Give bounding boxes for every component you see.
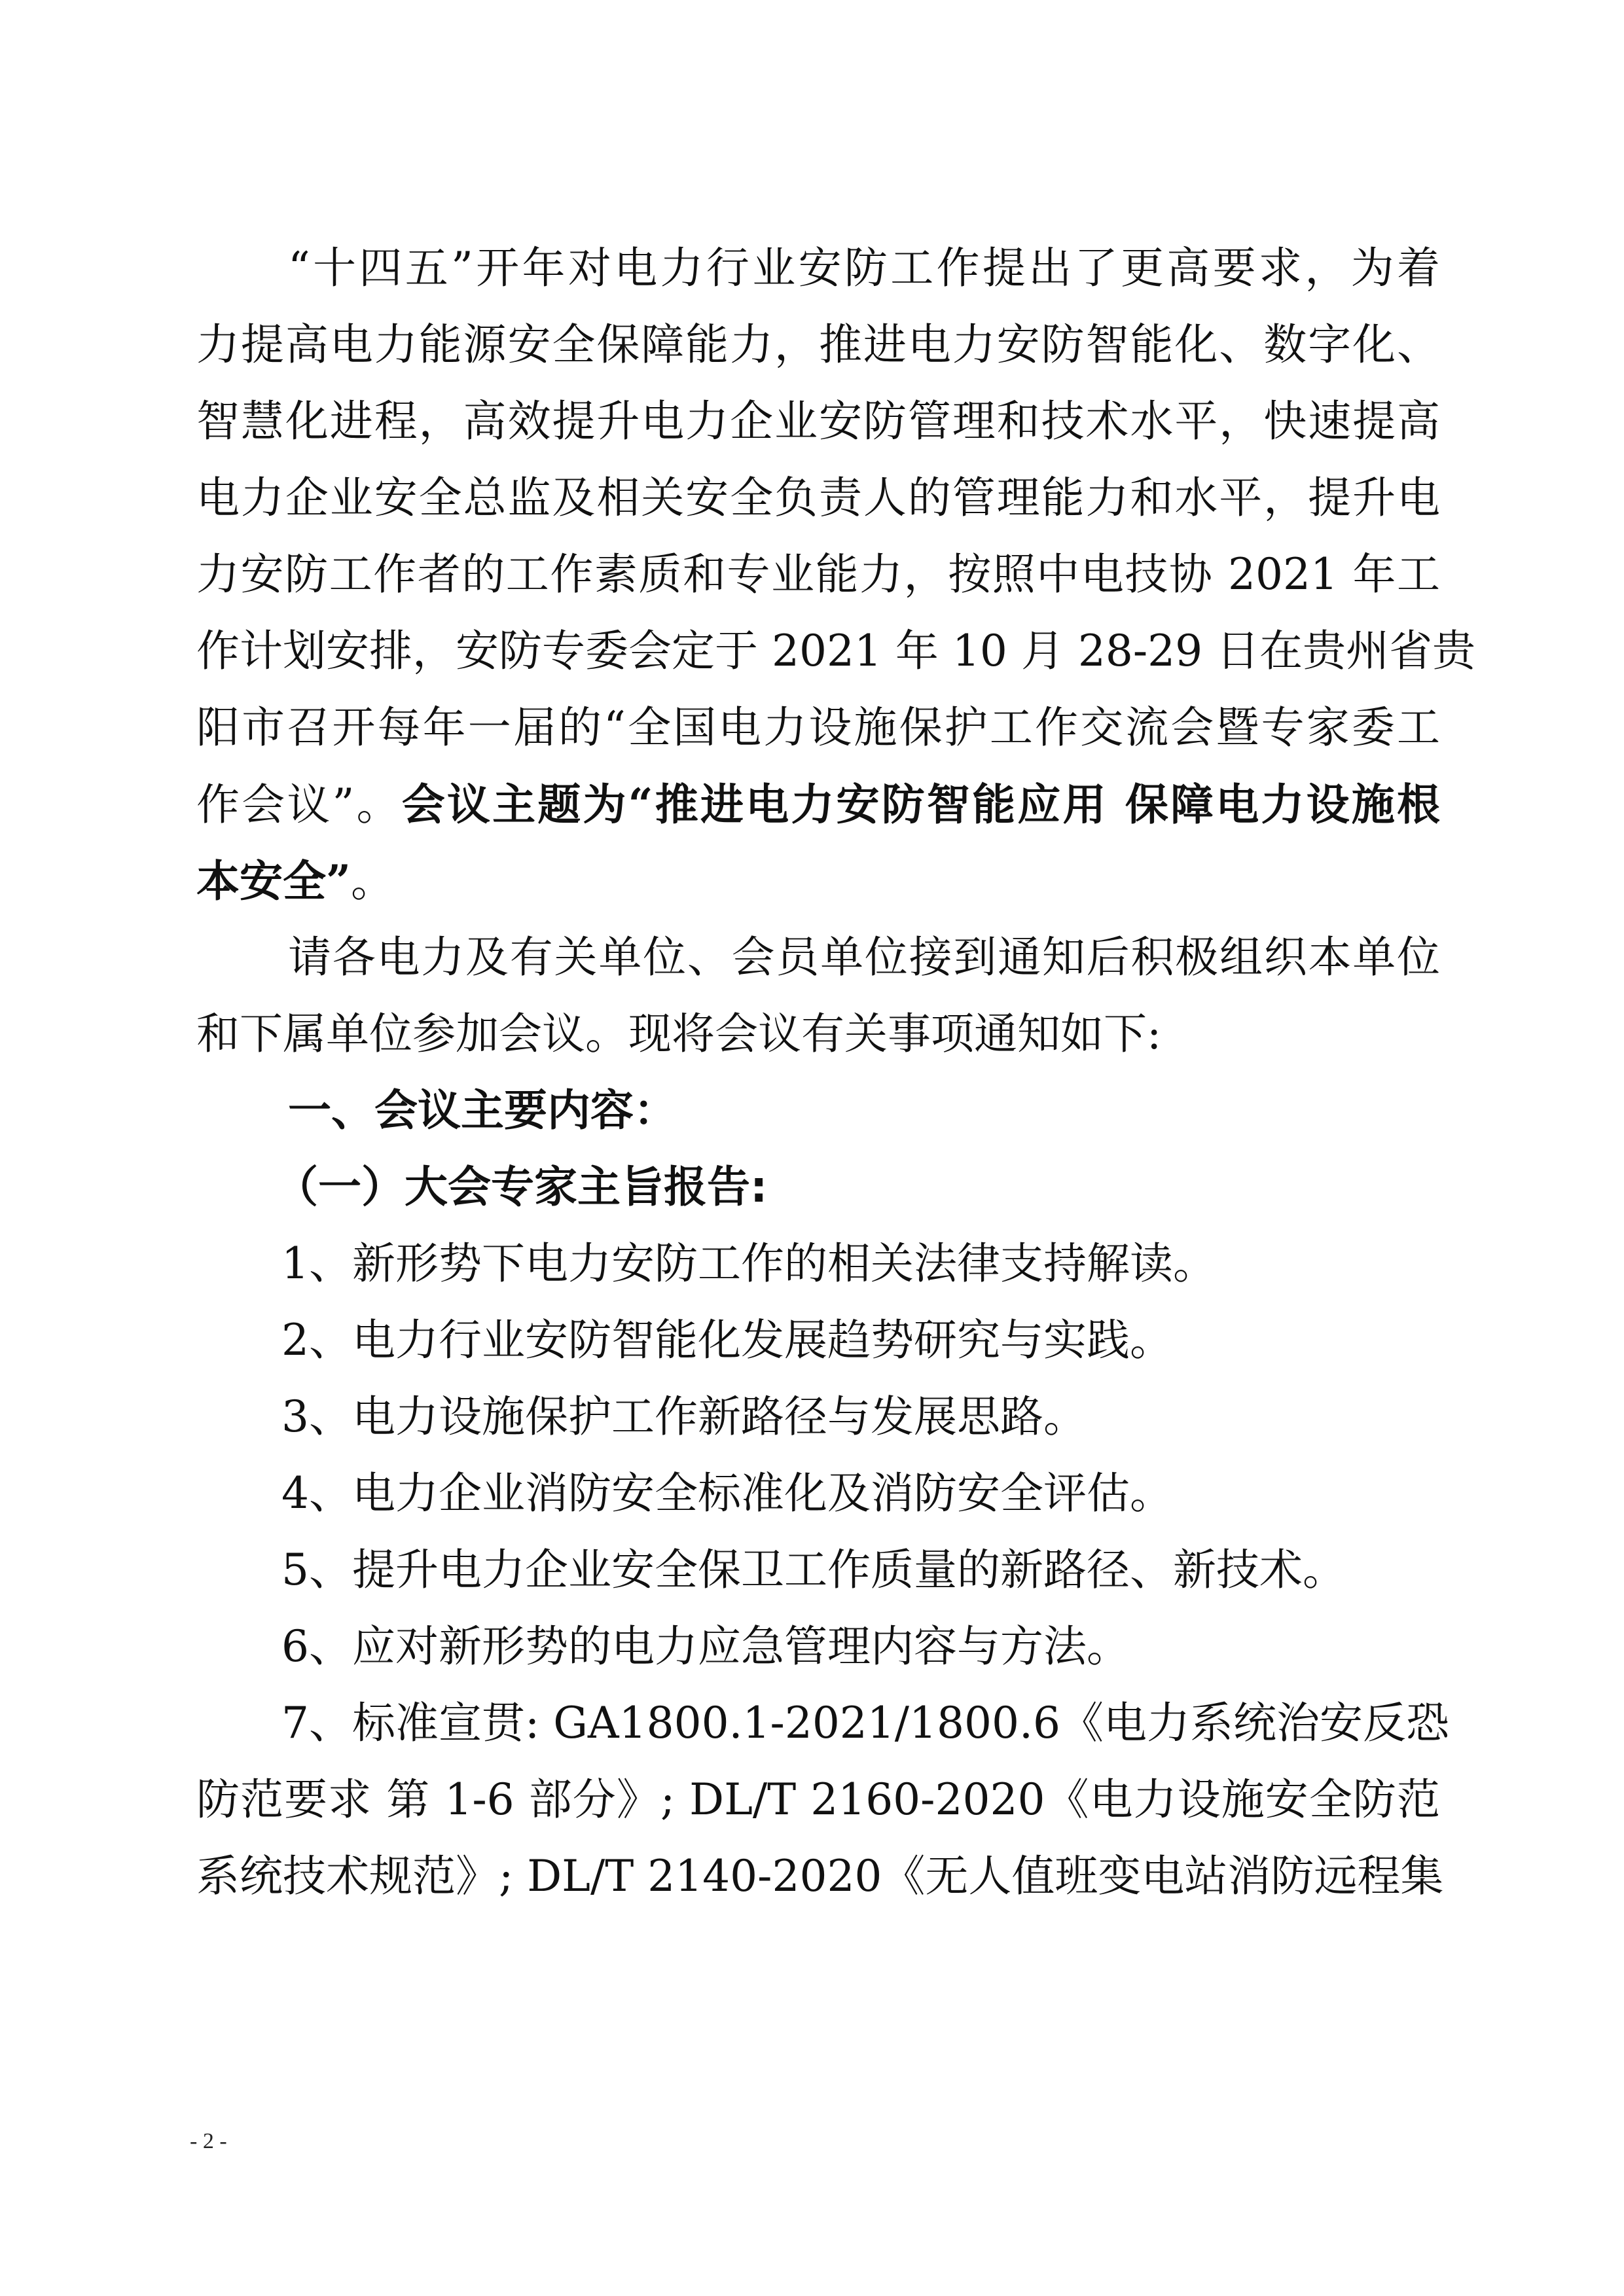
paragraph-2-line-2: 和下属单位参加会议。现将会议有关事项通知如下: <box>196 1009 1162 1059</box>
report-item-1: 1、新形势下电力安防工作的相关法律支持解读。 <box>281 1238 1216 1289</box>
report-item-2: 2、电力行业安防智能化发展趋势研究与实践。 <box>281 1315 1173 1365</box>
meeting-theme-period: 。 <box>350 856 394 906</box>
meeting-theme-start: 会议主题为“推进电力安防智能应用 保障电力设施根 <box>401 779 1440 830</box>
page-number: - 2 - <box>190 2129 227 2153</box>
report-item-5: 5、提升电力企业安全保卫工作质量的新路径、新技术。 <box>281 1545 1346 1595</box>
paragraph-2-line-1: 请各电力及有关单位、会员单位接到通知后积极组织本单位 <box>288 932 1440 982</box>
meeting-name-end: 作会议”。 <box>196 780 402 830</box>
report-item-4: 4、电力企业消防安全标准化及消防安全评估。 <box>281 1468 1173 1518</box>
paragraph-1-line-7: 阳市召开每年一届的“全国电力设施保护工作交流会暨专家委工 <box>196 702 1440 753</box>
report-item-3: 3、电力设施保护工作新路径与发展思路。 <box>281 1391 1087 1442</box>
section-1-heading: 一、会议主要内容： <box>288 1085 677 1136</box>
paragraph-1-line-5: 力安防工作者的工作素质和专业能力，按照中电技协 2021 年工 <box>196 549 1440 600</box>
paragraph-1-line-6: 作计划安排，安防专委会定于 2021 年 10 月 28-29 日在贵州省贵 <box>196 626 1476 676</box>
report-item-6: 6、应对新形势的电力应急管理内容与方法。 <box>281 1621 1130 1672</box>
report-item-7-line-3: 系统技术规范》; DL/T 2140-2020《无人值班变电站消防远程集 <box>196 1851 1444 1901</box>
paragraph-1-line-4: 电力企业安全总监及相关安全负责人的管理能力和水平，提升电 <box>196 473 1440 523</box>
report-item-7-line-1: 7、标准宣贯: GA1800.1-2021/1800.6《电力系统治安反恐 <box>281 1698 1449 1748</box>
paragraph-1-line-8 <box>196 768 1440 840</box>
subsection-1-heading: （一）大会专家主旨报告: <box>275 1162 768 1212</box>
report-item-7-line-2: 防范要求 第 1-6 部分》; DL/T 2160-2020《电力设施安全防范 <box>196 1774 1440 1825</box>
paragraph-1-line-1: “十四五”开年对电力行业安防工作提出了更高要求，为着 <box>288 243 1440 293</box>
meeting-theme-end: 本安全” <box>196 855 351 906</box>
paragraph-1-line-2: 力提高电力能源安全保障能力，推进电力安防智能化、数字化、 <box>196 319 1440 370</box>
paragraph-1-line-3: 智慧化进程，高效提升电力企业安防管理和技术水平，快速提高 <box>196 396 1440 446</box>
paragraph-1-line-9 <box>196 845 1440 917</box>
